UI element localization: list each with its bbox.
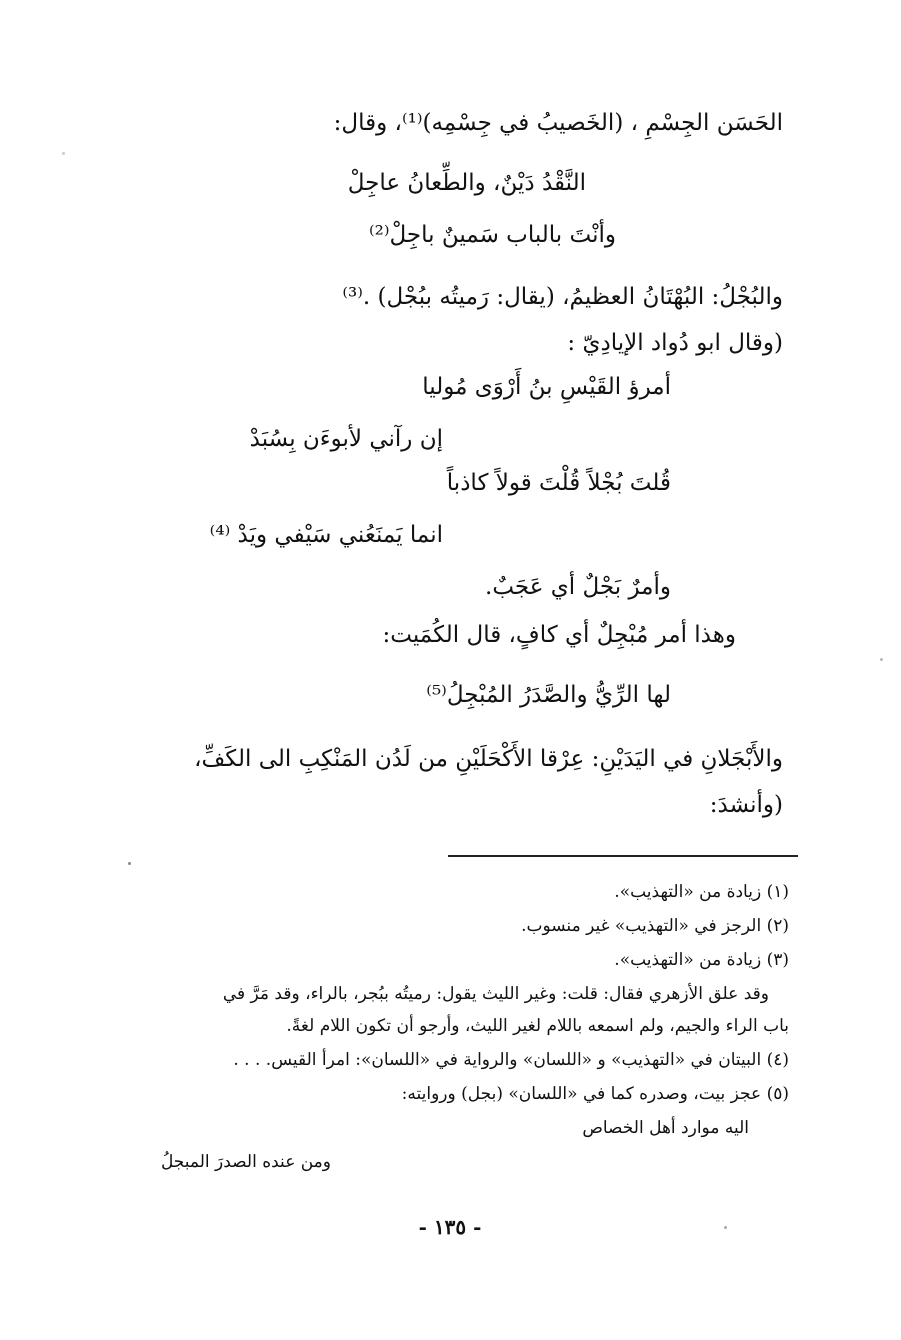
footnote-1: (١) زيادة من «التهذيب». <box>614 882 789 902</box>
verse-2-line-3: قُلتَ بُجْلاً قُلْتَ قولاً كاذباً <box>446 470 671 496</box>
verse-2-line-2: إن رآني لأبوءَن بِسُبَدْ <box>249 426 443 452</box>
footnote-3-continuation-2: باب الراء والجيم، ولم اسمعه باللام لغير الليث، وأرجو أن تكون اللام لغةً. <box>286 1016 789 1036</box>
footnote-4: (٤) البيتان في «التهذيب» و «اللسان» والرواية في «اللسان»: امرأ القيس. . . . <box>233 1050 789 1070</box>
scan-speck <box>128 862 131 865</box>
scan-speck <box>724 1226 727 1229</box>
text-line-5: وهذا أمر مُبْجِلٌ أي كافٍ، قال الكُمَيت: <box>382 622 736 648</box>
footnote-5: (٥) عجز بيت، وصدره كما في «اللسان» (بجل) وروايته: <box>401 1084 789 1104</box>
scan-speck <box>880 658 883 661</box>
footnote-3: (٣) زيادة من «التهذيب». <box>614 950 789 970</box>
text-line-1: الحَسَن الجِسْمِ ، (الخَصيبُ في جِسْمِه)⁽¹⁾، وقال: <box>333 110 783 136</box>
footnote-3-continuation-1: وقد علق الأزهري فقال: قلت: وغير الليث يقول: رميتُه ببُجر، بالراء، وقد مَرَّ في <box>222 984 769 1004</box>
text-line-4: وأمرٌ بَجْلٌ أي عَجَبٌ. <box>485 574 671 600</box>
verse-2-line-4: انما يَمنَعُني سَيْفي ويَدْ ⁽⁴⁾ <box>209 522 443 548</box>
text-line-3: (وقال ابو دُواد الإيادِيّ : <box>567 330 783 356</box>
verse-2-line-1: أمرؤ القَيْسِ بنُ أَرْوَى مُوليا <box>422 374 671 400</box>
scan-speck <box>62 152 65 155</box>
text-line-2: والبُجْلُ: البُهْتَانُ العظيمُ، (يقال: رَميتُه ببُجْل) .⁽³⁾ <box>342 284 783 310</box>
page-number: - ١٣٥ - <box>418 1215 482 1239</box>
footnote-divider <box>448 855 798 857</box>
footnote-5-verse-2: ومن عنده الصدرَ المبجلُ <box>160 1152 331 1172</box>
text-line-7: (وأنشدَ: <box>709 792 783 818</box>
footnote-2: (٢) الرجز في «التهذيب» غير منسوب. <box>521 916 789 936</box>
verse-3: لها الرِّيُّ والصَّدَرُ المُبْجِلُ⁽⁵⁾ <box>426 682 671 708</box>
footnote-5-verse-1: اليه موارد أهل الخصاص <box>582 1118 749 1138</box>
verse-1-line-1: النَّقْدُ دَيْنٌ، والطِّعانُ عاجِلْ <box>347 170 586 196</box>
text-line-6: والأَبْجَلانِ في اليَدَيْنِ: عِرْقا الأَكْحَلَيْنِ من لَدُن المَنْكِبِ الى الكَفِّ، <box>194 746 783 772</box>
verse-1-line-2: وأنْتَ بالباب سَمينٌ باجِلْ⁽²⁾ <box>368 222 616 248</box>
